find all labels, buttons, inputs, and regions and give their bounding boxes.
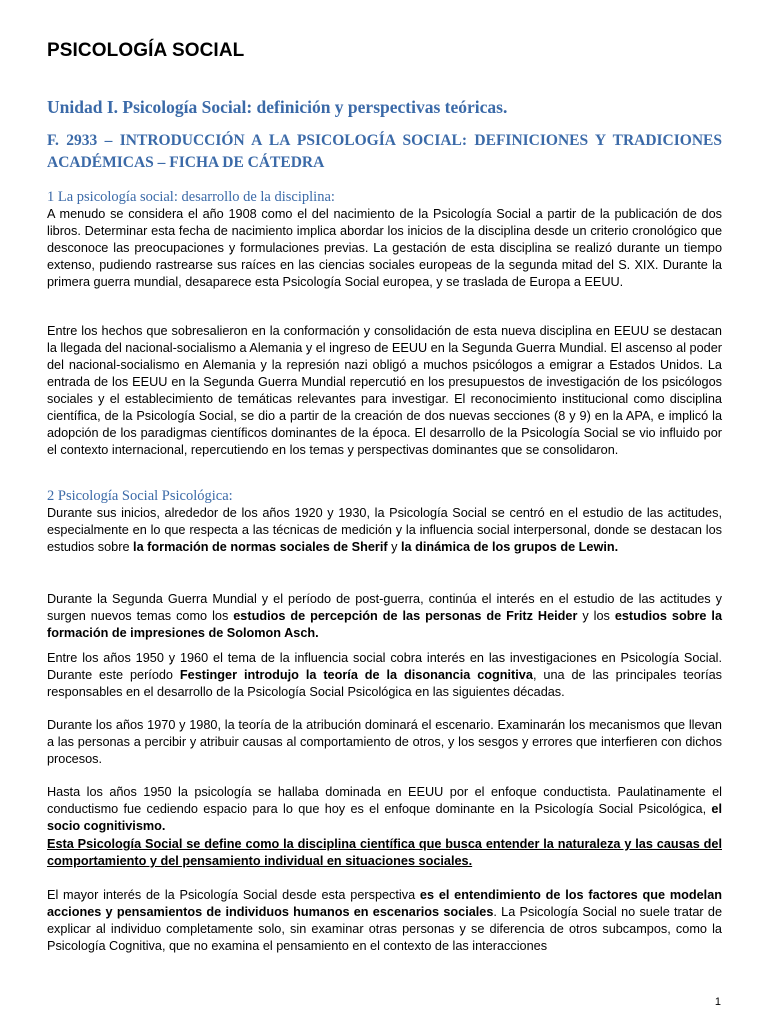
- paragraph-6: Durante los años 1970 y 1980, la teoría de la atribución dominará el escenario. Examinarán los mecanismos que llevan a las personas a percibir y atribuir causas al comportamiento de otros, y los sesgos y errores que interfieren con dichos procesos.: [47, 718, 722, 766]
- document-title: PSICOLOGÍA SOCIAL: [47, 40, 245, 61]
- section-2-title: 2 Psicología Social Psicológica:: [47, 488, 233, 504]
- paragraph-3: Durante sus inicios, alrededor de los años 1920 y 1930, la Psicología Social se centró en el estudio de las actitudes, especialmente en lo que respecta a las técnicas de medición y la influencia social interpersonal, donde se destacan los estudios sobre la formación de normas sociales de Sherif y la dinámica de los grupos de Lewin.: [47, 506, 722, 554]
- paragraph-5: Entre los años 1950 y 1960 el tema de la influencia social cobra interés en las investigaciones en Psicología Social. Durante este período Festinger introdujo la teoría de la disonancia cognitiva, una de las principales teorías responsables en el desarrollo de la Psicología Social Psicológica en las siguientes décadas.: [47, 651, 723, 699]
- definition-paragraph: Esta Psicología Social se define como la disciplina científica que busca entender la naturaleza y las causas del comportamiento y del pensamiento individual en situaciones sociales.: [47, 837, 722, 868]
- section-2: [47, 488, 722, 556]
- unit-title: Unidad I. Psicología Social: definición y perspectivas teóricas.: [47, 97, 508, 117]
- paragraph-6-block: [47, 717, 722, 768]
- paragraph-4-block: [47, 591, 722, 642]
- paragraph-2: Entre los hechos que sobresalieron en la conformación y consolidación de esta nueva disciplina en EEUU se destacan la llegada del nacional-socialismo a Alemania y el ingreso de EEUU en la Segunda Guerra Mundial. El ascenso al poder del nacional-socialismo en Alemania y la represión nazi obligó a muchos psicólogos a emigrar a Estados Unidos. La entrada de los EEUU en la Segunda Guerra Mundial repercutió en los presupuestos de investigación de los psicólogos sociales y el establecimiento de temáticas relevantes para investigar. El reconocimiento institucional como disciplina científica, de la Psicología Social, se dio a partir de la creación de dos nuevas secciones (8 y 9) en la APA, e implicó la adopción de los paradigmas científicos dominantes de la época. El desarrollo de la Psicología Social se vio influido por el contexto internacional, repercutiendo en los temas y perspectivas dominantes que se consolidaron.: [47, 324, 722, 457]
- section-1: [47, 189, 722, 291]
- paragraph-5-block: [47, 650, 722, 701]
- paragraph-4: Durante la Segunda Guerra Mundial y el período de post-guerra, continúa el interés en el estudio de las actitudes y surgen nuevos temas como los estudios de percepción de las personas de Fritz Heider y los estudios sobre la formación de impresiones de Solomon Asch.: [47, 592, 723, 640]
- paragraph-1: A menudo se considera el año 1908 como el del nacimiento de la Psicología Social a partir de la publicación de dos libros. Determinar esta fecha de nacimiento implica abordar los inicios de la disciplina desde un criterio cronológico que desconoce las preocupaciones y formulaciones previas. La gestación de esta disciplina se realizó durante un tiempo extenso, pudiendo rastrearse sus raíces en las ciencias sociales europeas de la segunda mitad del S. XIX. Durante la primera guerra mundial, desaparece esta Psicología Social europea, y se traslada de Europa a EEUU.: [47, 207, 722, 289]
- page-number: 1: [714, 996, 721, 1008]
- ficha-title: F. 2933 – INTRODUCCIÓN A LA PSICOLOGÍA SOCIAL: DEFINICIONES Y TRADICIONES ACADÉMICAS – FICHA DE CÁTEDRA: [47, 132, 722, 171]
- paragraph-8-block: [47, 836, 722, 870]
- section-1-title: 1 La psicología social: desarrollo de la disciplina:: [47, 189, 335, 205]
- paragraph-7: Hasta los años 1950 la psicología se hallaba dominada en EEUU por el enfoque conductista. Paulatinamente el conductismo fue cediendo espacio para lo que hoy es el enfoque dominante en la Psicología Social Psicológica, el socio cognitivismo.: [47, 785, 722, 833]
- paragraph-9: El mayor interés de la Psicología Social desde esta perspectiva es el entendimiento de los factores que modelan acciones y pensamientos de individuos humanos en escenarios sociales. La Psicología Social no suele tratar de explicar al individuo completamente solo, sin examinar otras personas y se diferencia de otros subcampos, como la Psicología Cognitiva, que no examina el pensamiento en el contexto de las interacciones: [47, 888, 722, 953]
- paragraph-7-block: [47, 784, 722, 835]
- document-page: [47, 40, 723, 953]
- paragraph-9-block: [47, 887, 722, 955]
- paragraph-2-block: [47, 323, 722, 459]
